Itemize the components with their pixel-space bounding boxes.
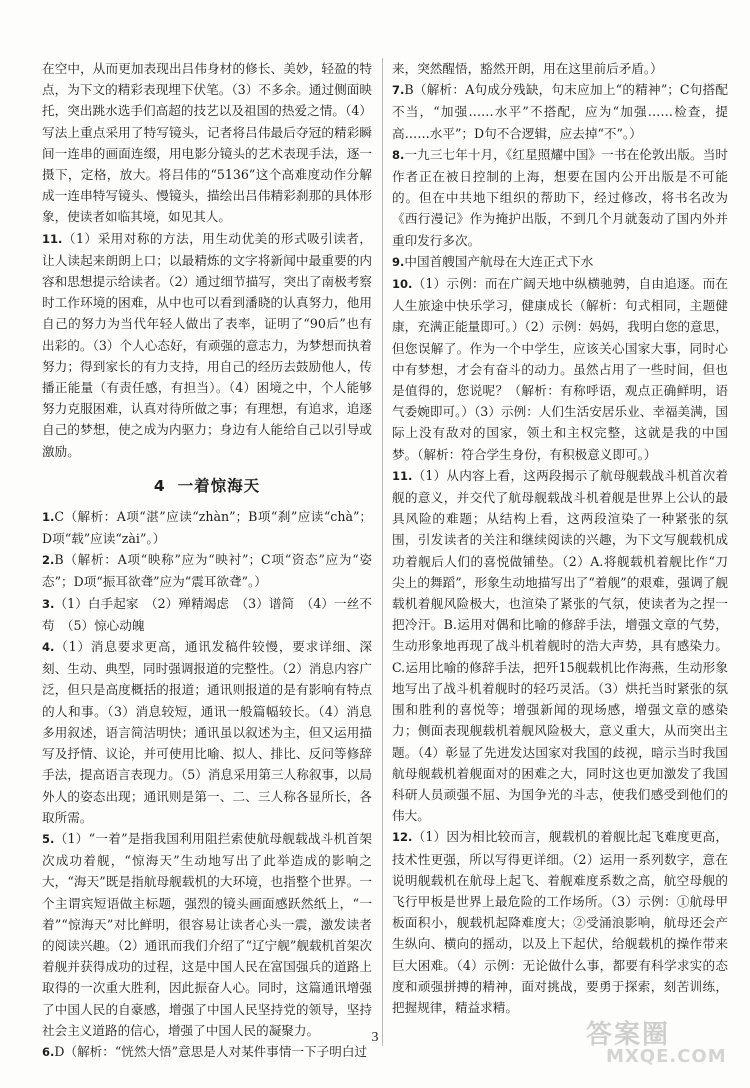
- item-number: 3.: [42, 596, 55, 611]
- item-number: 5.: [42, 831, 55, 846]
- item-number: 1.: [42, 509, 55, 524]
- item-number: 4.: [42, 640, 55, 655]
- answer-text: （1）因为相比较而言，舰载机的着舰比起飞难度更高，技术性更强，所以写得更详细。（2）运用一系列数字，意在说明舰载机在航母上起飞、着舰难度系数之高，航空母舰的飞行甲板是世界上最危险的工作场所。（3）示例：①航母甲板面积小，舰载机起降难度大；②受涌浪影响，航母还会产生纵向、横向的摇动，以及上下起伏，给舰载机的操作带来巨大困难。（4）示例：无论做什么事，都要有科学求实的态度和顽强拼搏的精神，面对挑战，要勇于探索，刻苦训练，把握规律，精益求精。: [392, 829, 728, 1015]
- answer-item-7: [392, 79, 728, 144]
- answer-text: （1）采用对称的方法，用生动优美的形式吸引读者，让人读起来朗朗上口；以最精炼的文字将新闻中最重要的内容和思想提示给读者。（2）通过细节描写，突出了南极考察时工作环境的困难，从中也可以看到潘晓的认真努力，他用自己的努力为当代年轻人做出了表率，证明了“90后”也有出彩的。（3）个人心态好，有顽强的意志力，为梦想而执着努力；得到家长的有力支持，用自己的经历去鼓励他人，传播正能量（有责任感，有担当）。（4）困境之中，个人能够努力克服困难，认真对待所做之事；有理想，有追求，追逐自己的梦想，使之成为内驱力；身边有人能给自己以引导或激励。: [42, 230, 372, 459]
- item-number: 10.: [392, 277, 413, 292]
- section-number: 4: [153, 476, 166, 495]
- answer-item-11-left: [42, 228, 372, 462]
- answer-text: （1）“一着”是指我国利用阻拦索使航母舰载战斗机首架次成功着舰，“惊海天”生动地写出了此举造成的影响之大，“海天”既是指航母舰载机的大环境，也指整个世界。一个主谓宾短语做主标题，强烈的镜头画面感跃然纸上，“一着”“惊海天”对比鲜明，很容易让读者心头一震，激发读者的阅读兴趣。（2）通讯而我们介绍了“辽宁舰”舰载机首架次着舰并获得成功的过程，这是中国人民在富国强兵的道路上取得的一次重大胜利，因此振奋人心。同时，这篇通讯增强了中国人民的自豪感，增强了中国人民坚持党的领导，坚持社会主义道路的信心，增强了中国人民的凝聚力。: [42, 830, 372, 1038]
- answer-text: （1）消息要求更高，通讯发稿件较慢，要求详细、深刻、生动、典型，同时强调报道的完整性。（2）消息内容广泛，但只是高度概括的报道；通讯则报道的是有影响有特点的人和事。（3）消息较短，通讯一般篇幅较长。（4）消息多用叙述，语言简洁明快；通讯虽以叙述为主，但又运用描写及抒情、议论，并可使用比喻、拟人、排比、反问等修辞手法，提高语言表现力。（5）消息采用第三人称叙事，以局外人的姿态出现；通讯则是第一、二、三人称各显所长，各取所需。: [42, 639, 372, 825]
- page-number: 3: [371, 1030, 379, 1045]
- item-number: 8.: [392, 147, 405, 162]
- answer-item-3: [42, 593, 372, 636]
- item-number: 6.: [42, 1044, 55, 1059]
- item-number: 2.: [42, 553, 55, 568]
- answer-item-10: [392, 273, 728, 465]
- answer-text: （1）示例：而在广阔天地中纵横驰骋，自由追逐。而在人生旅途中快乐学习，健康成长（解析：句式相同，主题健康，充满正能量即可。）（2）示例：妈妈，我明白您的意思，但您误解了。作为一个中学生，应该关心国家大事，同时心中有梦想，才会有奋斗的动力。虽然占用了一些时间，但也是值得的，您说呢？（解析：有称呼语，观点正确鲜明，语气委婉即可。）（3）示例：人们生活安居乐业、幸福美满，国际上没有敌对的国家，领土和主权完整，这就是我的中国梦。（解析：符合学生身份，有积极意义即可。）: [392, 276, 728, 462]
- watermark-url: MXQE.COM: [606, 1046, 727, 1067]
- answer-item-4: [42, 636, 372, 828]
- right-column: [392, 58, 728, 1018]
- answer-text: C（解析：A项“湛”应读“zhàn”；B项“刹”应读“chà”；D项“载”应读“zài”。）: [42, 508, 372, 547]
- answer-item-11-right: [392, 465, 728, 826]
- watermark-text: 答案圈: [586, 1020, 671, 1050]
- answer-item-2: [42, 549, 372, 592]
- item-number: 7.: [392, 83, 405, 98]
- section-heading: [42, 474, 372, 496]
- answer-item-5: [42, 828, 372, 1041]
- item-number: 12.: [392, 830, 413, 845]
- left-column: [42, 58, 372, 1063]
- item-number: 11.: [392, 468, 413, 483]
- section-title-text: 一着惊海天: [177, 476, 261, 495]
- item-number: 9.: [392, 254, 405, 269]
- left-continuation-paragraph: 在空中，从而更加表现出吕伟身材的修长、美妙，轻盈的特点，为下文的精彩表现埋下伏笔。（3）不多余。通过侧面映托，突出跳水选手们高超的技艺以及祖国的热爱之情。（4）写法上重点采用了特写镜头，记者将吕伟最后夺冠的精彩瞬间一连串的画面连缀，用电影分镜头的艺术表现手法，逐一摄下，定格，放大。将吕伟的“5136”这个高难度动作分解成一连串特写镜头、慢镜头，描绘出吕伟精彩刹那的具体形象，使读者如临其境，如见其人。: [42, 61, 372, 225]
- answer-text: B（解析：A项“映称”应为“映衬”；C项“资态”应为“姿态”；D项“振耳欲聋”应为“震耳欲聋”。）: [42, 552, 372, 590]
- answer-item-1: [42, 506, 372, 549]
- answer-item-12: [392, 826, 728, 1018]
- answer-item-8: [392, 144, 728, 251]
- answer-text: 中国首艘国产航母在大连正式下水: [404, 253, 594, 269]
- watermark-logo: [586, 1014, 736, 1074]
- answer-text: 一九三七年十月，《红星照耀中国》一书在伦敦出版。当时作者正在被日控制的上海，想要在国内公开出版是不可能的。但在中共地下组织的帮助下，经过修改，将书名改为《西行漫记》作为掩护出版，不到几个月就轰动了国内外并重印发行多次。: [392, 146, 728, 248]
- answer-text: B（解析：A句成分残缺，句末应加上“的精神”；C句搭配不当，“加强……水平”不搭配，应为“加强……检查，提高……水平”；D句不合逻辑，应去掉“不”。）: [392, 82, 728, 141]
- answer-text: D（解析：“恍然大悟”意思是人对某件事情一下子明白过: [54, 1043, 368, 1059]
- answer-text: （1）从内容上看，这两段揭示了航母舰载战斗机首次着舰的意义，并交代了航母舰载战斗机着舰是世界上公认的最具风险的难题；从结构上看，这两段渲染了一种紧张的氛围，引发读者的关注和继续阅读的兴趣，为下文写舰载机成功着舰后人们的喜悦做铺垫。（2）A.将舰载机着舰比作“刀尖上的舞蹈”，形象生动地描写出了“着舰”的艰难，强调了舰载机着舰风险极大，也渲染了紧张的气氛，使读者为之捏一把冷汗。B.运用对偶和比喻的修辞手法，增强文章的气势，生动形象地再现了战斗机着舰时的浩大声势，具有感染力。C.运用比喻的修辞手法，把歼15舰载机比作海燕，生动形象地写出了战斗机着舰时的轻巧灵活。（3）烘托当时紧张的氛围和胜利的喜悦等；增强新闻的现场感，增强文章的感染力；侧面表现舰载机着舰风险极大，意义重大，从而突出主题。（4）彰显了先进发达国家对我国的歧视，暗示当时我国航母舰载机着舰面对的困难之大，同时这也更加激发了我国科研人员顽强不屈、为国争光的斗志，使我们感受到他们的伟大。: [392, 467, 728, 824]
- answer-text: （1）白手起家 （2）殚精竭虑 （3）谱简 （4）一丝不苟 （5）惊心动魄: [42, 595, 372, 633]
- right-continuation-paragraph: 来，突然醒悟，豁然开朗，用在这里前后矛盾。）: [392, 61, 663, 76]
- answer-item-9: [392, 251, 728, 273]
- item-number: 11.: [42, 231, 63, 246]
- column-divider: [382, 58, 383, 1046]
